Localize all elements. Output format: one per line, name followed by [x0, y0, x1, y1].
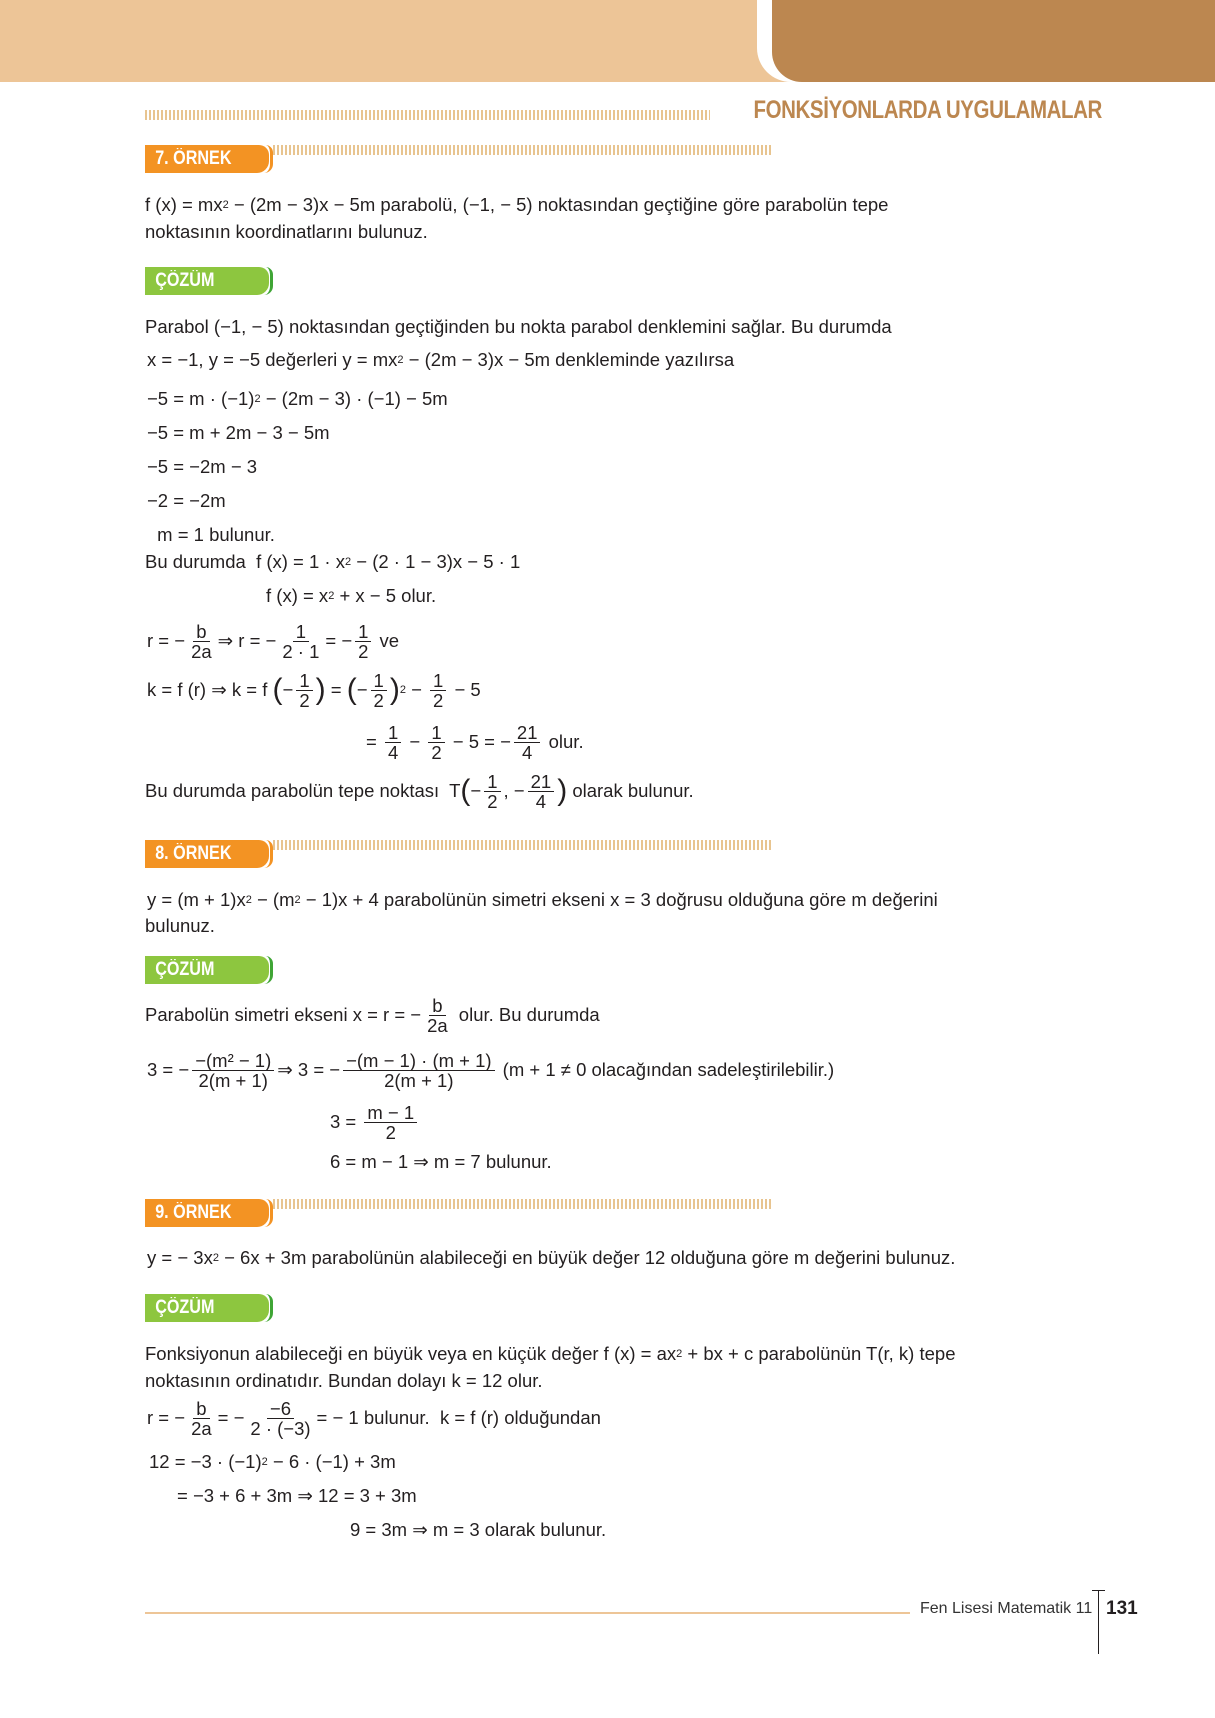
fraction — [484, 772, 500, 811]
solution-badge: ÇÖZÜM — [145, 956, 269, 984]
question-line — [145, 212, 428, 252]
fraction — [430, 671, 446, 710]
example-stripe — [273, 1199, 773, 1209]
fraction — [192, 1051, 274, 1090]
chapter-title: FONKSİYONLARDA UYGULAMALAR — [753, 96, 1102, 124]
math-text: Parabol (−1, − 5) noktasından geçtiğinden bu nokta parabol denklemini sağlar. Bu durumda — [145, 316, 892, 337]
math-text: Bu durumda parabolün tepe noktası T — [145, 780, 461, 801]
math-text: x = −1, y = −5 değerleri y = mx — [147, 349, 398, 370]
exponent: 2 — [245, 894, 252, 906]
math-text: − — [356, 679, 368, 700]
example-stripe — [273, 840, 773, 850]
math-text: m = 1 bulunur. — [152, 524, 275, 545]
math-text: bulunuz. — [145, 915, 215, 936]
math-text: y = − 3x — [147, 1247, 213, 1268]
math-text: y = (m + 1)x — [147, 889, 246, 910]
math-text: 6 = m − 1 ⇒ m = 7 bulunur. — [330, 1151, 552, 1172]
math-text: − — [405, 679, 428, 700]
denominator: 2 — [358, 640, 369, 662]
solution-line — [145, 995, 600, 1035]
fraction — [355, 622, 371, 661]
math-text: −2 = −2m — [147, 490, 226, 511]
solution-line — [147, 1398, 601, 1438]
solution-line — [366, 722, 584, 762]
numerator: b — [429, 996, 445, 1016]
solution-line — [145, 771, 694, 811]
solution-line — [147, 1050, 834, 1090]
math-text: − — [470, 780, 482, 801]
large-parenthesis: ( — [272, 673, 283, 706]
numerator: 1 — [484, 772, 500, 792]
denominator: 2a — [191, 1417, 212, 1439]
math-text: noktasının koordinatlarını bulunuz. — [145, 221, 428, 242]
math-text: = −3 + 6 + 3m ⇒ 12 = 3 + 3m — [177, 1485, 417, 1506]
exponent: 2 — [212, 1252, 219, 1264]
question-line — [147, 880, 938, 920]
example-stripe — [273, 145, 773, 155]
solution-line — [145, 1361, 543, 1401]
math-text: f (x) = mx — [145, 194, 223, 215]
math-text: − (2m − 3) · (−1) − 5m — [260, 388, 448, 409]
math-text: ⇒ 3 = − — [277, 1059, 341, 1080]
numerator: 1 — [293, 622, 309, 642]
math-text: = − — [325, 630, 353, 651]
math-text: olarak bulunur. — [567, 780, 694, 801]
numerator: −(m − 1) · (m + 1) — [343, 1051, 494, 1071]
math-text: − 1)x + 4 parabolünün simetri ekseni x = 3 doğrusu olduğuna göre m değerini — [300, 889, 938, 910]
fraction — [279, 622, 322, 661]
math-text: k = f (r) ⇒ k = f — [147, 679, 273, 700]
numerator: 21 — [528, 772, 555, 792]
numerator: −6 — [267, 1399, 294, 1419]
solution-badge: ÇÖZÜM — [145, 267, 269, 295]
exponent: 2 — [294, 894, 301, 906]
footer-divider — [1098, 1590, 1099, 1654]
solution-line — [330, 1102, 420, 1142]
example-8-badge: 8. ÖRNEK — [145, 840, 269, 868]
question-line — [145, 906, 215, 946]
math-text: , − — [503, 780, 525, 801]
denominator: 4 — [387, 741, 399, 763]
large-parenthesis: ) — [557, 774, 568, 807]
fraction — [188, 622, 215, 661]
numerator: b — [193, 1399, 209, 1419]
math-text: = − 1 bulunur. k = f (r) olduğundan — [316, 1407, 601, 1428]
exponent: 2 — [222, 199, 229, 211]
solution-line — [266, 576, 436, 616]
math-text: − (m — [251, 889, 295, 910]
denominator: 2a — [191, 640, 212, 662]
fraction — [424, 996, 451, 1035]
numerator: b — [193, 622, 209, 642]
solution-line — [147, 621, 399, 661]
math-text: − 5 = − — [447, 731, 511, 752]
exponent: 2 — [328, 590, 335, 602]
math-text: −5 = m + 2m − 3 − 5m — [147, 422, 330, 443]
fraction — [188, 1399, 215, 1438]
solution-line — [330, 1142, 552, 1182]
math-text: − — [404, 731, 426, 752]
math-text: 3 = — [330, 1111, 362, 1132]
math-text: 9 = 3m ⇒ m = 3 olarak bulunur. — [350, 1519, 607, 1540]
numerator: 1 — [355, 622, 371, 642]
math-text: − 6 · (−1) + 3m — [267, 1451, 396, 1472]
fraction — [385, 723, 401, 762]
denominator: 2 — [299, 689, 310, 711]
large-parenthesis: ) — [315, 673, 326, 706]
math-text: noktasının ordinatıdır. Bundan dolayı k = 12 olur. — [145, 1370, 543, 1391]
denominator: 2(m + 1) — [384, 1069, 454, 1091]
math-text: Fonksiyonun alabileceği en büyük veya en küçük değer f (x) = ax — [145, 1343, 677, 1364]
denominator: 2 — [431, 741, 442, 763]
fraction — [371, 671, 387, 710]
solution-line — [350, 1510, 606, 1550]
fraction — [528, 772, 555, 811]
denominator: 2 — [433, 689, 444, 711]
math-text: = — [325, 679, 347, 700]
numerator: 1 — [428, 723, 444, 743]
math-text: r = − — [147, 630, 186, 651]
numerator: m − 1 — [364, 1103, 417, 1123]
solution-line — [147, 340, 734, 380]
exponent: 2 — [254, 393, 261, 405]
large-parenthesis: ( — [460, 774, 471, 807]
math-text: + bx + c parabolünün T(r, k) tepe — [682, 1343, 956, 1364]
math-text: − (2m − 3)x − 5m parabolü, (−1, − 5) noktasından geçtiğine göre parabolün tepe — [228, 194, 889, 215]
math-text: 3 = − — [147, 1059, 190, 1080]
math-text: olur. — [543, 731, 584, 752]
fraction — [428, 723, 444, 762]
denominator: 2 · 1 — [282, 640, 320, 662]
title-stripe — [145, 110, 710, 120]
denominator: 2 — [385, 1121, 396, 1143]
math-text: − (2m − 3)x − 5m denkleminde yazılırsa — [403, 349, 735, 370]
header-band-accent — [772, 0, 1215, 82]
page-number: 131 — [1106, 1598, 1138, 1619]
solution-badge: ÇÖZÜM — [145, 1294, 269, 1322]
math-text: Bu durumda f (x) = 1 · x — [145, 551, 345, 572]
numerator: 1 — [371, 671, 387, 691]
denominator: 2 · (−3) — [250, 1417, 311, 1439]
math-text: − 6x + 3m parabolünün alabileceği en büyük değer 12 olduğuna göre m değerini bulunuz. — [218, 1247, 956, 1268]
numerator: 1 — [296, 671, 312, 691]
denominator: 2(m + 1) — [198, 1069, 268, 1091]
exponent: 2 — [399, 684, 406, 696]
book-title: Fen Lisesi Matematik 11 — [920, 1600, 1093, 1617]
example-9-badge: 9. ÖRNEK — [145, 1199, 269, 1227]
denominator: 2 — [373, 689, 384, 711]
numerator: 21 — [514, 723, 541, 743]
math-text: (m + 1 ≠ 0 olacağından sadeleştirilebilir.) — [497, 1059, 835, 1080]
math-text: − 5 — [449, 679, 481, 700]
numerator: 1 — [385, 723, 401, 743]
fraction — [364, 1103, 417, 1142]
numerator: 1 — [430, 671, 446, 691]
denominator: 4 — [535, 790, 547, 812]
math-text: ⇒ r = − — [217, 630, 277, 651]
fraction — [343, 1051, 494, 1090]
math-text: 12 = −3 · (−1) — [149, 1451, 262, 1472]
fraction — [514, 723, 541, 762]
exponent: 2 — [676, 1348, 683, 1360]
large-parenthesis: ) — [389, 673, 400, 706]
exponent: 2 — [397, 354, 404, 366]
denominator: 2a — [427, 1014, 448, 1036]
math-text: = − — [217, 1407, 245, 1428]
fraction — [247, 1399, 313, 1438]
math-text: r = − — [147, 1407, 186, 1428]
math-text: + x − 5 olur. — [334, 585, 437, 606]
math-text: −5 = m · (−1) — [147, 388, 255, 409]
denominator: 4 — [522, 741, 533, 763]
denominator: 2 — [487, 790, 498, 812]
math-text: −5 = −2m − 3 — [147, 456, 258, 477]
math-text: − (2 · 1 − 3)x − 5 · 1 — [351, 551, 521, 572]
math-text: f (x) = x — [266, 585, 329, 606]
math-text: olur. Bu durumda — [453, 1004, 600, 1025]
example-7-badge: 7. ÖRNEK — [145, 145, 269, 173]
math-text: = — [366, 731, 382, 752]
exponent: 2 — [344, 556, 352, 568]
exponent: 2 — [261, 1456, 268, 1468]
large-parenthesis: ( — [346, 673, 357, 706]
question-line — [147, 1238, 955, 1278]
numerator: −(m² − 1) — [192, 1051, 274, 1071]
math-text: Parabolün simetri ekseni x = r = − — [145, 1004, 422, 1025]
fraction — [296, 671, 312, 710]
solution-line — [147, 670, 481, 710]
math-text: ve — [374, 630, 400, 651]
math-text: − — [282, 679, 294, 700]
footer-rule — [145, 1612, 910, 1614]
